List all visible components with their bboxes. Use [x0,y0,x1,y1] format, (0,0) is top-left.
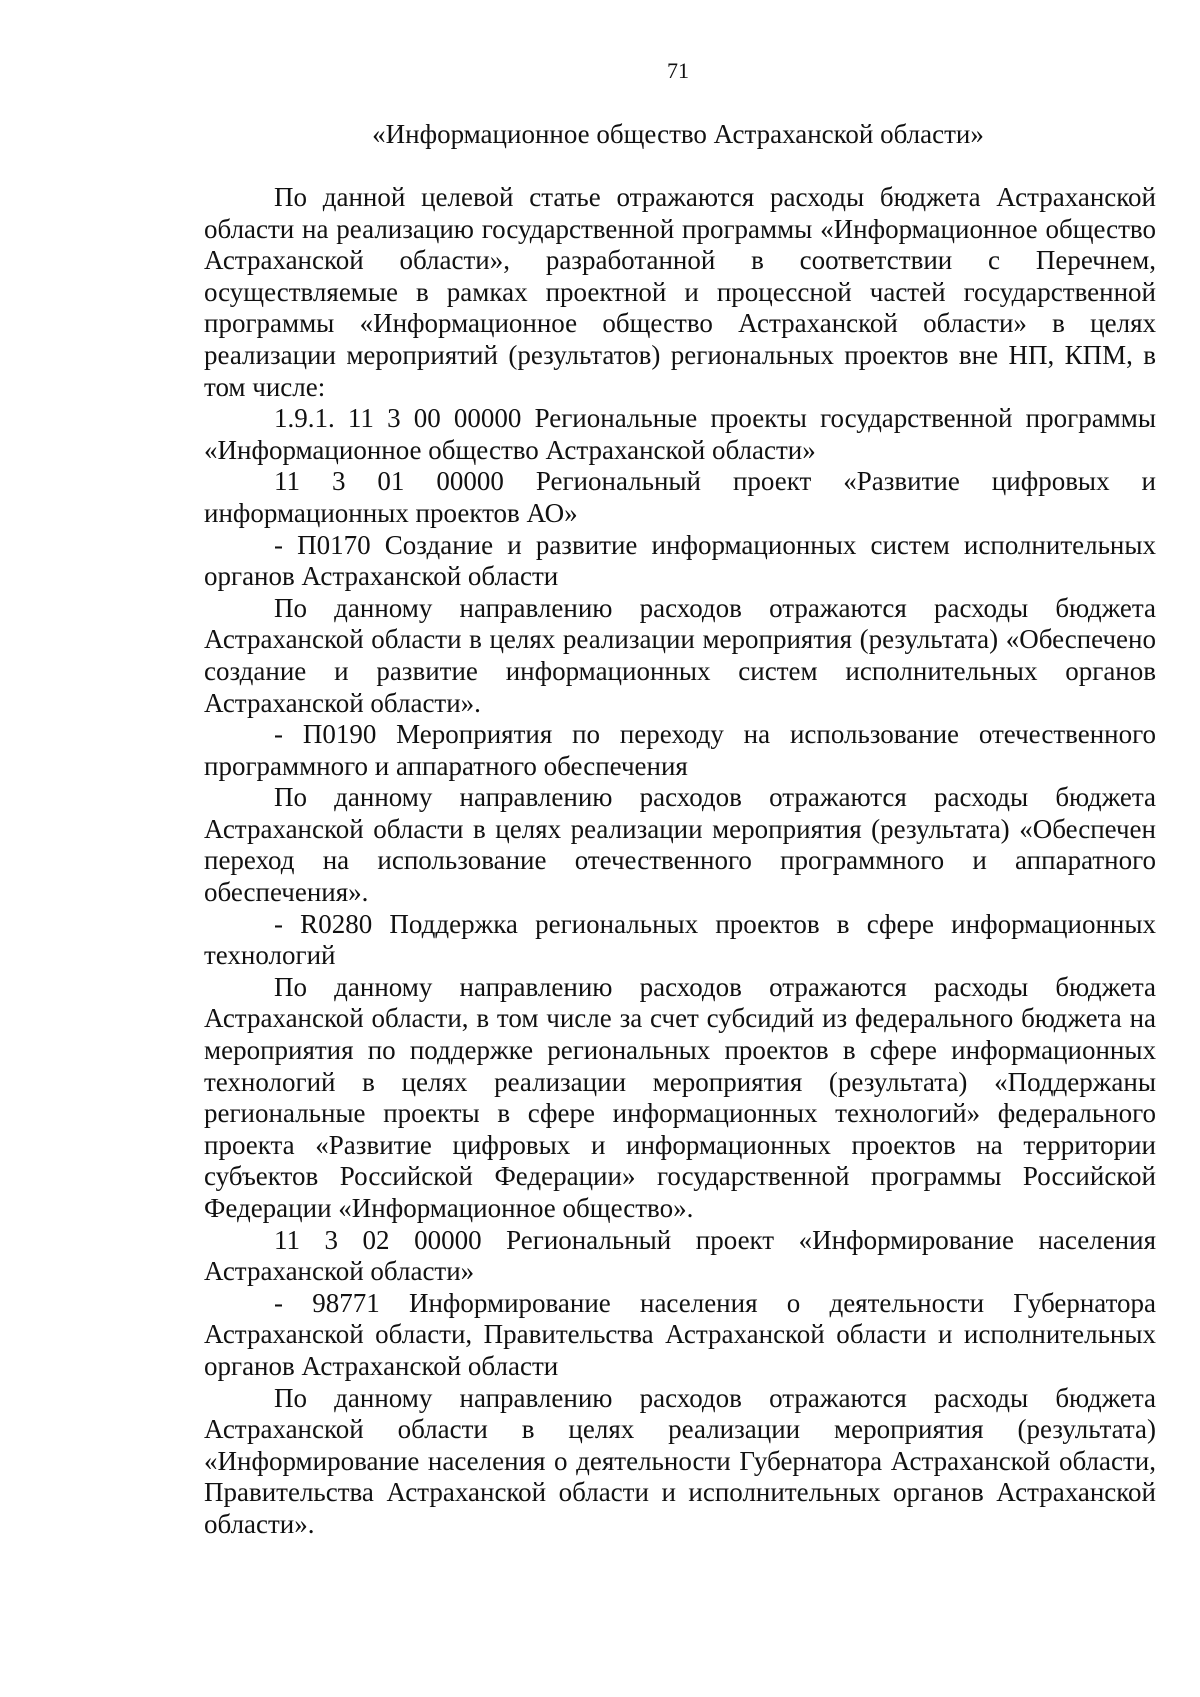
paragraph-section-1-9-1: 1.9.1. 11 3 00 00000 Региональные проекты государственной программы «Информационное общество Астраханской области» [204,403,1156,465]
paragraph-project-11-3-02: 11 3 02 00000 Региональный проект «Информирование населения Астраханской области» [204,1224,1156,1287]
page-number: 71 [667,58,689,83]
paragraph-description-p0170: По данному направлению расходов отражаются расходы бюджета Астраханской области в целях реализации мероприятия (результата) «Обеспечено создание и развитие информационных систем исполнительных органов Астраханской области». [204,592,1156,718]
paragraph-item-p0190: - П0190 Мероприятия по переходу на использование отечественного программного и аппаратного обеспечения [204,719,1156,781]
paragraph-item-r0280: - R0280 Поддержка региональных проектов в сфере информационных технологий [204,908,1156,971]
paragraph-description-r0280: По данному направлению расходов отражаются расходы бюджета Астраханской области, в том числе за счет субсидий из федерального бюджета на мероприятия по поддержке региональных проектов в сфере информационных технологий в целях реализации мероприятия (результата) «Поддержаны региональные проекты в сфере информационных технологий» федерального проекта «Развитие цифровых и информационных проектов на территории субъектов Российской Федерации» государственной программы Российской Федерации «Информационное общество». [204,971,1156,1223]
paragraph-description-98771: По данному направлению расходов отражаются расходы бюджета Астраханской области в целях реализации мероприятия (результата) «Информирование населения о деятельности Губернатора Астраханской области, Правительства Астраханской области и исполнительных органов Астраханской области». [204,1382,1156,1539]
paragraph-project-11-3-01: 11 3 01 00000 Региональный проект «Развитие цифровых и информационных проектов АО» [204,466,1156,528]
paragraph-item-98771: - 98771 Информирование населения о деятельности Губернатора Астраханской области, Правительства Астраханской области и исполнительных органов Астраханской области [204,1287,1156,1381]
paragraph-intro: По данной целевой статье отражаются расходы бюджета Астраханской области на реализацию государственной программы «Информационное общество Астраханской области», разработанной в соответствии с Перечнем, осуществляемые в рамках проектной и процессной частей государственной программы «Информационное общество Астраханской области» в целях реализации мероприятий (результатов) региональных проектов вне НП, КПМ, в том числе: [204,182,1156,402]
document-body [204,182,1156,1541]
paragraph-item-p0170: - П0170 Создание и развитие информационных систем исполнительных органов Астраханской области [204,529,1156,592]
page-title: «Информационное общество Астраханской области» [372,119,984,149]
paragraph-description-p0190: По данному направлению расходов отражаются расходы бюджета Астраханской области в целях реализации мероприятия (результата) «Обеспечен переход на использование отечественного программного и аппаратного обеспечения». [204,782,1156,908]
